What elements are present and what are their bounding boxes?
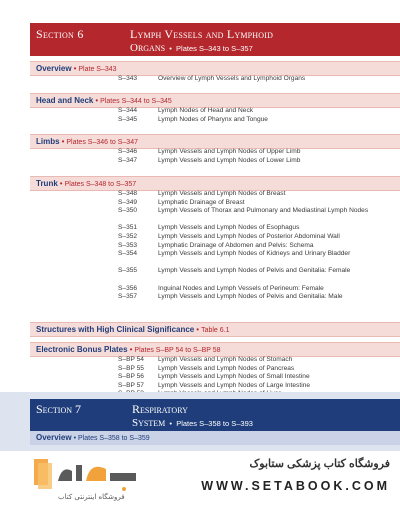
plate-code: S–343 <box>118 75 138 82</box>
plate-title: Lymph Vessels and Lymph Nodes of Breast <box>158 190 286 197</box>
category-plates: Plates S–346 to S–347 <box>66 139 138 146</box>
plate-code: S–349 <box>118 198 138 206</box>
plate-title: Inguinal Nodes and Lymph Vessels of Perineum: Female <box>158 284 324 292</box>
plate-code: S–352 <box>118 233 138 240</box>
section-7-title-line2-text: System <box>132 417 166 429</box>
plate-title: Lymph Vessels and Lymph Nodes of Large Intestine <box>158 381 310 389</box>
plate-title: Lymph Vessels and Lymph Nodes of Upper Limb <box>158 148 301 155</box>
plate-code: S–BP 54 <box>118 356 144 363</box>
category-plates: Plate S–343 <box>78 66 117 73</box>
plate-code: S–355 <box>118 267 138 275</box>
plate-title: Lymph Vessels and Lymph Nodes of Lower Limb <box>158 156 301 164</box>
plate-code: S–350 <box>118 207 138 215</box>
plate-code: S–347 <box>118 156 138 164</box>
category-name: Head and Neck <box>36 96 94 105</box>
watermark-footer <box>0 451 400 514</box>
section-title-line2: Organs • Plates S–343 to S–357 <box>130 42 253 54</box>
setabook-logo <box>28 451 148 507</box>
category-plates: Plates S–348 to S–357 <box>64 181 137 188</box>
shop-url[interactable]: WWW.SETABOOK.COM <box>201 479 390 493</box>
section-title-line1: Lymph Vessels and Lymphoid <box>130 27 274 41</box>
plate-title: Lymph Vessels and Lymph Nodes of Posterior Abdominal Wall <box>158 233 340 240</box>
plate-title: Lymph Vessels and Lymph Nodes of Esophagus <box>158 224 300 232</box>
category-bar: Electronic Bonus Plates • Plates S–BP 54 to S–BP 58 <box>30 342 400 357</box>
section-7-number: Section 7 <box>36 402 82 416</box>
plate-code: S–351 <box>118 224 138 232</box>
plate-title: Lymph Vessels and Lymph Nodes of Small Intestine <box>158 373 310 381</box>
category-name: Overview <box>36 433 72 442</box>
plate-code: S–344 <box>118 107 138 114</box>
category-name: Electronic Bonus Plates <box>36 345 128 354</box>
plate-title: Lymph Nodes of Head and Neck <box>158 107 254 114</box>
category-bar: Limbs • Plates S–346 to S–347 <box>30 134 400 149</box>
section-6-banner <box>30 23 400 56</box>
section-7-title-line1: Respiratory <box>132 402 188 416</box>
section-7-plates: Plates S–358 to S–393 <box>176 419 253 428</box>
plate-code: S–BP 57 <box>118 381 144 389</box>
category-plates: Plates S–344 to S–345 <box>100 98 172 105</box>
plate-code: S–354 <box>118 250 138 258</box>
category-name: Overview <box>36 64 72 73</box>
category-name: Structures with High Clinical Significance <box>36 325 195 334</box>
section-7-overview-bar: Overview • Plates S–358 to S–359 <box>30 431 400 445</box>
plate-title: Lymphatic Drainage of Breast <box>158 198 245 206</box>
category-plates: Table 6.1 <box>201 327 230 334</box>
plate-title: Lymph Nodes of Pharynx and Tongue <box>158 115 268 123</box>
plate-title: Lymph Vessels and Lymph Nodes of Kidneys and Urinary Bladder <box>158 250 351 258</box>
section-7-banner <box>30 399 400 431</box>
plate-title: Lymph Vessels and Lymph Nodes of Pelvis and Genitalia: Male <box>158 293 343 301</box>
logo-subtext: فروشگاه اینترنتی کتاب <box>58 493 125 501</box>
plate-code: S–353 <box>118 241 138 249</box>
plate-code: S–345 <box>118 115 138 123</box>
plate-code: S–357 <box>118 293 138 301</box>
plate-title: Lymph Vessels and Lymph Nodes of Stomach <box>158 356 293 363</box>
category-bar: Structures with High Clinical Significance • Table 6.1 <box>30 322 400 337</box>
plate-code: S–BP 55 <box>118 364 144 372</box>
section-7-title-line2: System • Plates S–358 to S–393 <box>132 417 253 429</box>
section-title-line2-text: Organs <box>130 42 166 54</box>
plate-title: Lymph Vessels and Lymph Nodes of Pancreas <box>158 364 295 372</box>
plate-code: S–356 <box>118 284 138 292</box>
category-plates: Plates S–358 to S–359 <box>78 435 150 442</box>
category-bar: Head and Neck • Plates S–344 to S–345 <box>30 93 400 108</box>
plate-code: S–BP 56 <box>118 373 144 381</box>
plate-title: Lymph Vessels of Thorax and Pulmonary and Mediastinal Lymph Nodes <box>158 207 369 215</box>
plate-title: Lymphatic Drainage of Abdomen and Pelvis: Schema <box>158 241 314 249</box>
plate-code: S–346 <box>118 148 138 155</box>
plate-title: Overview of Lymph Vessels and Lymphoid Organs <box>158 75 306 82</box>
plate-title: Lymph Vessels and Lymph Nodes of Pelvis and Genitalia: Female <box>158 267 351 275</box>
plate-code: S–348 <box>118 190 138 197</box>
category-name: Trunk <box>36 179 58 188</box>
category-bar: Overview • Plate S–343 <box>30 61 400 76</box>
category-plates: Plates S–BP 54 to S–BP 58 <box>134 347 221 354</box>
shop-name: فروشگاه کتاب پزشکی ستابوک <box>249 458 390 470</box>
section-number: Section 6 <box>36 27 84 41</box>
category-name: Limbs <box>36 137 60 146</box>
section-plates: Plates S–343 to S–357 <box>176 44 253 53</box>
category-bar: Trunk • Plates S–348 to S–357 <box>30 176 400 191</box>
